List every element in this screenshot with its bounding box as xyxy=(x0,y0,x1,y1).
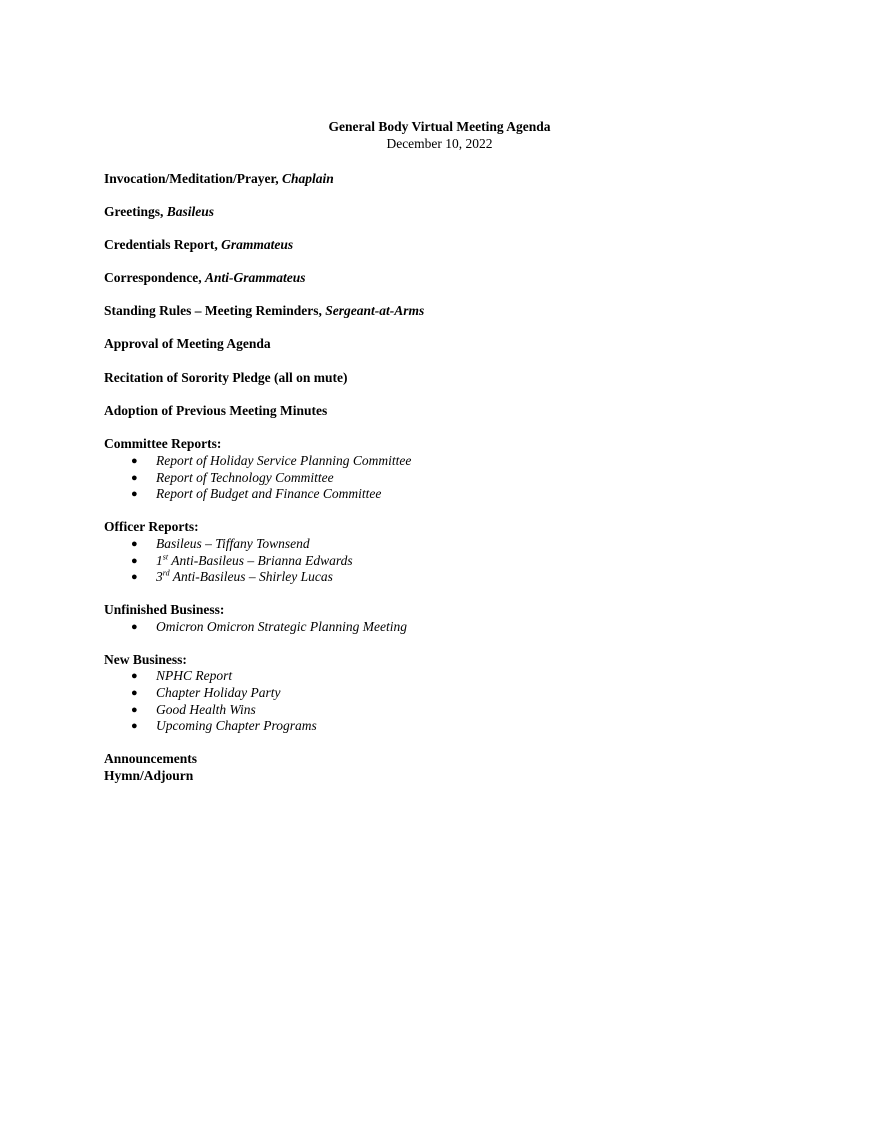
list-item: ● Chapter Holiday Party xyxy=(131,685,281,701)
bullet-icon: ● xyxy=(131,537,138,550)
list-item: ● Report of Technology Committee xyxy=(131,469,334,485)
committee-reports-title: Committee Reports: xyxy=(104,436,222,452)
agenda-item-credentials-report: Credentials Report, Grammateus xyxy=(104,237,294,253)
meeting-date: December 10, 2022 xyxy=(386,135,493,151)
bullet-icon: ● xyxy=(131,571,138,584)
officer-reports-title: Officer Reports: xyxy=(104,519,199,535)
bullet-icon: ● xyxy=(131,488,138,501)
bullet-icon: ● xyxy=(131,471,138,484)
bullet-icon: ● xyxy=(131,670,138,683)
agenda-item-announcements: Announcements xyxy=(104,751,198,767)
agenda-item-greetings: Greetings, Basileus xyxy=(104,204,215,220)
agenda-body xyxy=(104,171,804,785)
list-item: ● Good Health Wins xyxy=(131,701,256,717)
list-item: ● NPHC Report xyxy=(131,668,233,684)
list-item: ● Basileus – Tiffany Townsend xyxy=(131,535,310,551)
bullet-icon: ● xyxy=(131,720,138,733)
list-item: ● Report of Holiday Service Planning Committee xyxy=(131,453,412,469)
agenda-item-minutes: Adoption of Previous Meeting Minutes xyxy=(104,403,328,419)
agenda-item-pledge: Recitation of Sorority Pledge (all on mute) xyxy=(104,369,348,385)
list-item: ● 1st Anti-Basileus – Brianna Edwards xyxy=(131,552,353,568)
new-business-list xyxy=(104,668,804,734)
agenda-header xyxy=(0,119,879,152)
committee-reports-list xyxy=(104,453,804,503)
list-item: ● 3rd Anti-Basileus – Shirley Lucas xyxy=(131,568,333,585)
agenda-item-standing-rules: Standing Rules – Meeting Reminders, Sergeant-at-Arms xyxy=(104,303,425,319)
bullet-icon: ● xyxy=(131,687,138,700)
officer-reports-list xyxy=(104,536,804,586)
list-item: ● Upcoming Chapter Programs xyxy=(131,718,317,734)
bullet-icon: ● xyxy=(131,554,138,567)
list-item: ● Report of Budget and Finance Committee xyxy=(131,486,382,502)
bullet-icon: ● xyxy=(131,620,138,633)
list-item: ● Omicron Omicron Strategic Planning Meeting xyxy=(131,618,407,634)
bullet-icon: ● xyxy=(131,455,138,468)
agenda-title: General Body Virtual Meeting Agenda xyxy=(328,119,551,134)
unfinished-business-list xyxy=(104,619,804,636)
bullet-icon: ● xyxy=(131,703,138,716)
new-business-title: New Business: xyxy=(104,651,187,667)
agenda-item-invocation: Invocation/Meditation/Prayer, Chaplain xyxy=(104,171,334,186)
agenda-item-approval: Approval of Meeting Agenda xyxy=(104,336,271,352)
agenda-item-correspondence: Correspondence, Anti-Grammateus xyxy=(104,270,306,286)
agenda-item-adjourn: Hymn/Adjourn xyxy=(104,767,194,783)
unfinished-business-title: Unfinished Business: xyxy=(104,602,225,618)
